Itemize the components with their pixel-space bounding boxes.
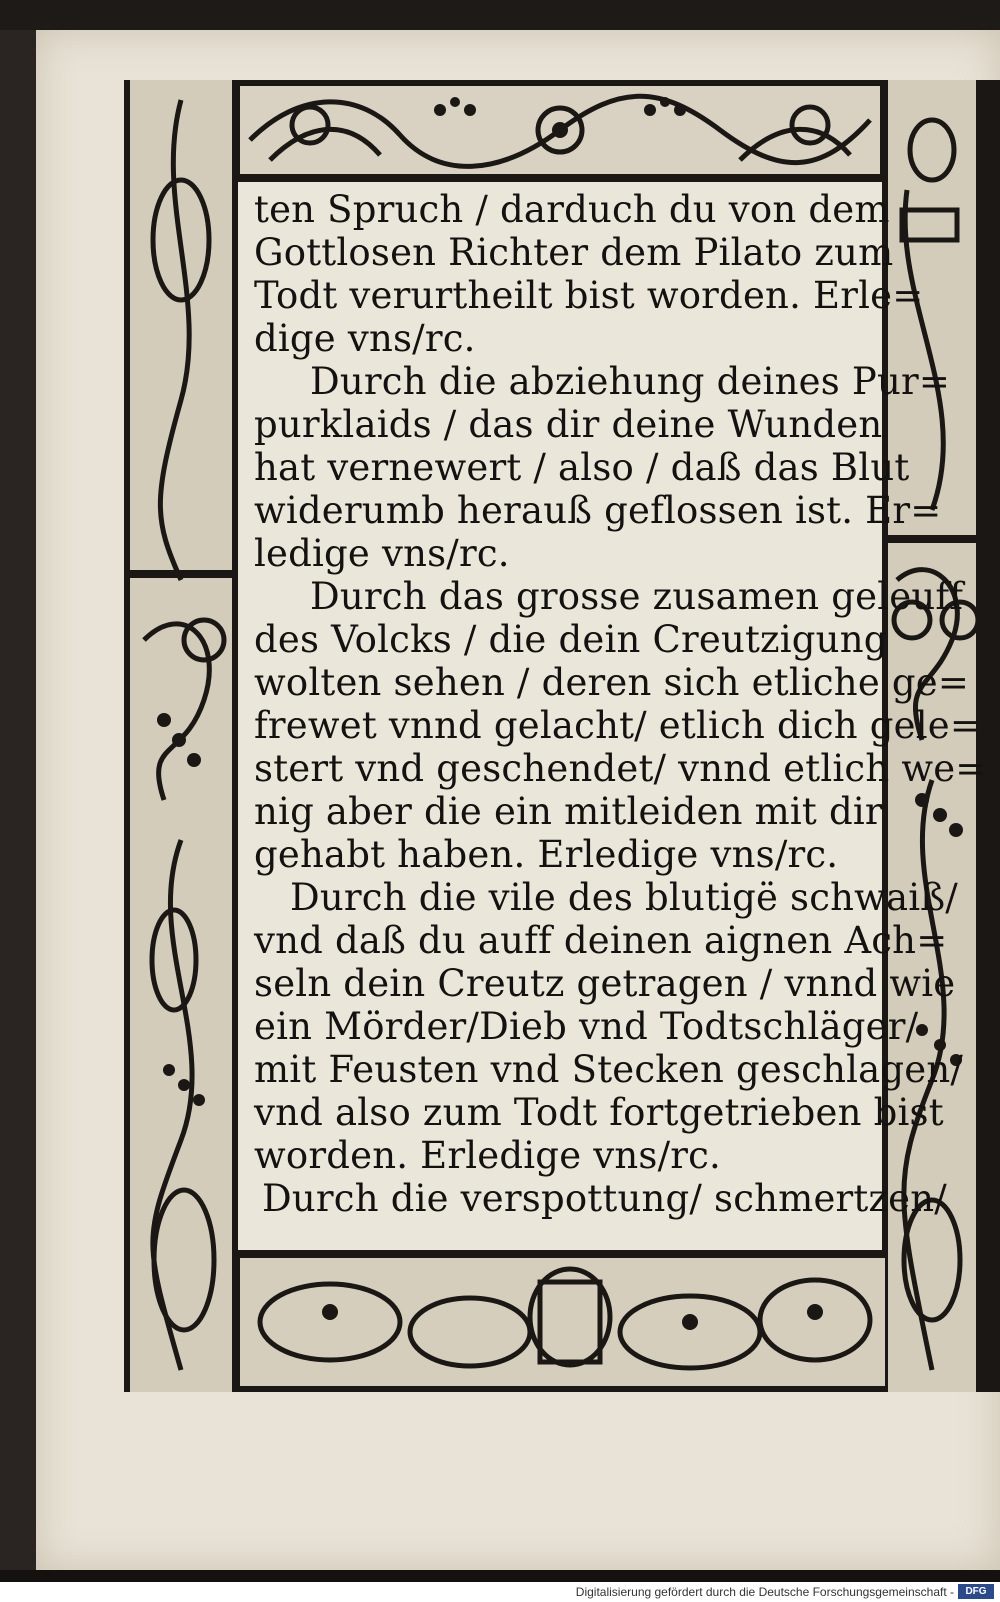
- text-line: vnd also zum Todt fortgetrieben bist: [254, 1091, 944, 1134]
- text-line: hat vernewert / also / daß das Blut: [254, 446, 910, 489]
- text-line: Durch die abziehung deines Pur=: [310, 360, 951, 403]
- footer-credit: Digitalisierung gefördert durch die Deutsche Forschungsgemeinschaft -: [575, 1585, 954, 1599]
- text-line: ten Spruch / darduch du von dem: [254, 188, 890, 231]
- text-line: des Volcks / die dein Creutzigung: [254, 618, 888, 661]
- text-line: Durch die verspottung/ schmertzen/: [262, 1177, 947, 1220]
- dfg-logo: DFG: [958, 1584, 994, 1599]
- text-line: dige vns/rc.: [254, 317, 476, 360]
- text-line: ein Mörder/Dieb vnd Todtschläger/: [254, 1005, 919, 1048]
- text-line: purklaids / das dir deine Wunden: [254, 403, 883, 446]
- text-line: vnd daß du auff deinen aignen Ach=: [254, 919, 948, 962]
- text-line: worden. Erledige vns/rc.: [254, 1134, 722, 1177]
- text-line: nig aber die ein mitleiden mit dir: [254, 790, 883, 833]
- left-ornament-border: [124, 80, 238, 1392]
- text-line: Durch die vile des blutigë schwaiß/: [290, 876, 958, 919]
- text-line: seln dein Creutz getragen / vnnd wie: [254, 962, 956, 1005]
- scan-bottom-edge: [0, 1570, 1000, 1582]
- top-ornament-border: [240, 80, 880, 180]
- text-line: Durch das grosse zusamen geleuff: [310, 575, 964, 618]
- text-line: gehabt haben. Erledige vns/rc.: [254, 833, 839, 876]
- text-line: Todt verurtheilt bist worden. Erle=: [254, 274, 924, 317]
- text-line: ledige vns/rc.: [254, 532, 510, 575]
- text-line: wolten sehen / deren sich etliche ge=: [254, 661, 970, 704]
- text-line: stert vnd geschendet/ vnnd etlich we=: [254, 747, 987, 790]
- text-line: Gottlosen Richter dem Pilato zum: [254, 231, 894, 274]
- bottom-ornament-border: [240, 1252, 885, 1392]
- text-line: frewet vnnd gelacht/ etlich dich gele=: [254, 704, 982, 747]
- scan-top-margin: [0, 0, 1000, 30]
- text-line: widerumb herauß geflossen ist. Er=: [254, 489, 942, 532]
- text-line: mit Feusten vnd Stecken geschlagen/: [254, 1048, 964, 1091]
